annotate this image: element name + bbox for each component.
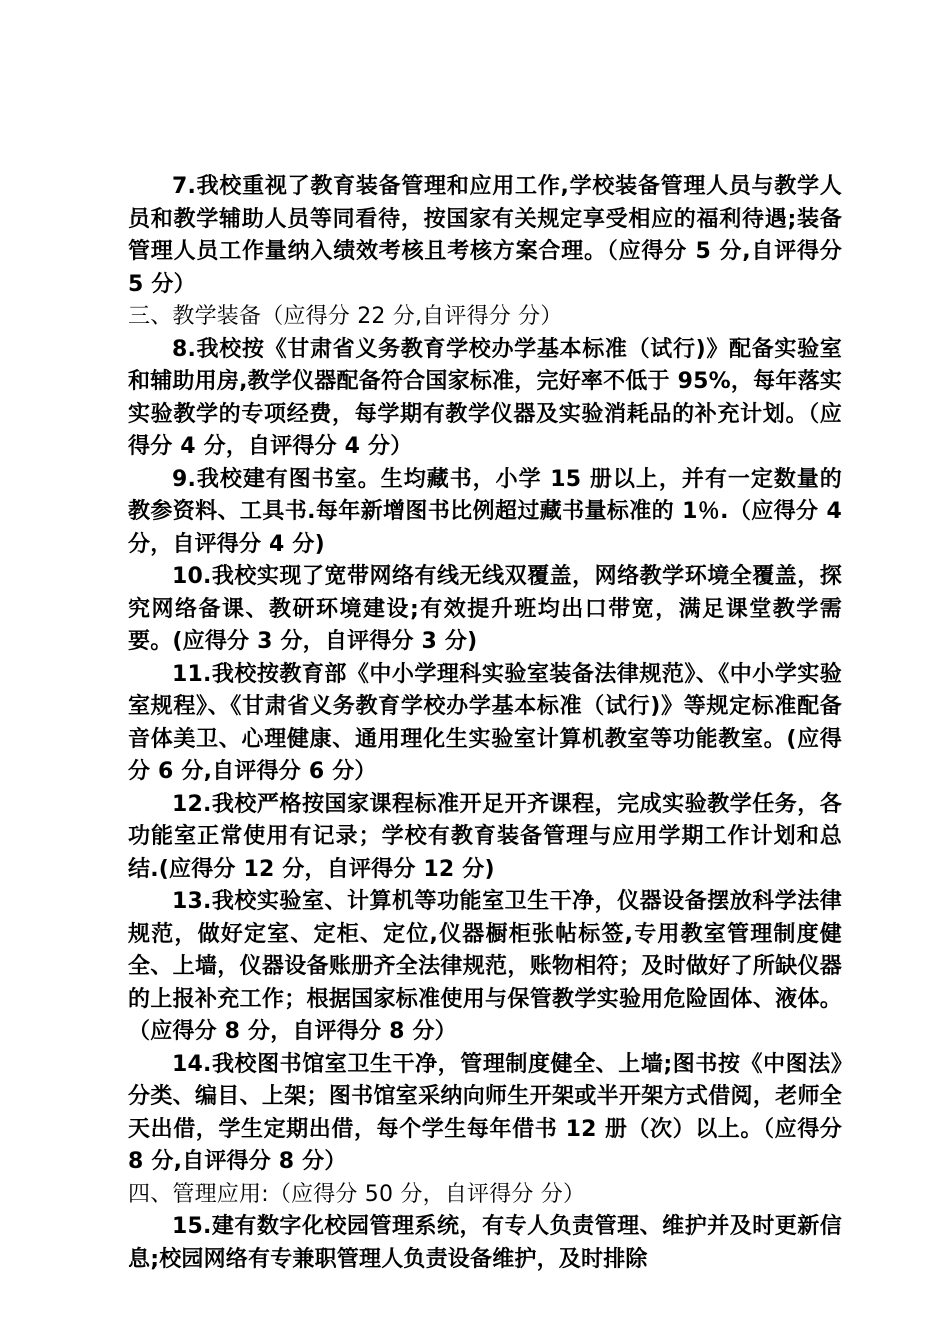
- item-10: 10.我校实现了宽带网络有线无线双覆盖，网络教学环境全覆盖，探究网络备课、教研环境建设;有效提升班均出口带宽，满足课堂教学需要。(应得分 3 分，自评得分 3 分): [128, 564, 842, 654]
- item-14: 14.我校图书馆室卫生干净，管理制度健全、上墙;图书按《中图法》分类、编目、上架；图书馆室采纳向师生开架或半开架方式借阅，老师全天出借，学生定期出借，每个学生每年借书 12 册（次）以上。（应得分 8 分,自评得分 8 分）: [128, 1051, 842, 1174]
- item-15: 15.建有数字化校园管理系统，有专人负责管理、维护并及时更新信息;校园网络有专兼职管理人负责设备维护，及时排除: [128, 1214, 842, 1272]
- document-page: [128, 171, 842, 1276]
- section-heading-3: 三、教学装备（应得分 22 分,自评得分 分）: [128, 304, 563, 329]
- section-heading-4: 四、管理应用:（应得分 50 分，自评得分 分）: [128, 1181, 586, 1207]
- item-11: 11.我校按教育部《中小学理科实验室装备法律规范》、《中小学实验室规程》、《甘肃省义务教育学校办学基本标准（试行)》等规定标准配备音体美卫、心理健康、通用理化生实验室计算机教室等功能教室。(应得分 6 分,自评得分 6 分）: [128, 661, 842, 784]
- item-9: 9.我校建有图书室。生均藏书，小学 15 册以上，并有一定数量的教参资料、工具书.每年新增图书比例超过藏书量标准的 1％.（应得分 4 分，自评得分 4 分): [128, 466, 842, 557]
- item-8: 8.我校按《甘肃省义务教育学校办学基本标准（试行)》配备实验室和辅助用房,教学仪器配备符合国家标准，完好率不低于 95%，每年落实实验教学的专项经费，每学期有教学仪器及实验消耗品的补充计划。（应得分 4 分，自评得分 4 分）: [128, 336, 842, 459]
- item-7: 7.我校重视了教育装备管理和应用工作,学校装备管理人员与教学人员和教学辅助人员等同看待，按国家有关规定享受相应的福利待遇;装备管理人员工作量纳入绩效考核且考核方案合理。（应得分 5 分,自评得分 5 分）: [128, 174, 842, 297]
- item-12: 12.我校严格按国家课程标准开足开齐课程，完成实验教学任务，各功能室正常使用有记录；学校有教育装备管理与应用学期工作计划和总结.(应得分 12 分，自评得分 12 分): [128, 791, 842, 882]
- item-13: 13.我校实验室、计算机等功能室卫生干净，仪器设备摆放科学法律规范，做好定室、定柜、定位,仪器橱柜张帖标签,专用教室管理制度健全、上墙，仪器设备账册齐全法律规范，账物相符；及时做好了所缺仪器的上报补充工作；根据国家标准使用与保管教学实验用危险固体、液体。（应得分 8 分，自评得分 8 分）: [128, 889, 842, 1044]
